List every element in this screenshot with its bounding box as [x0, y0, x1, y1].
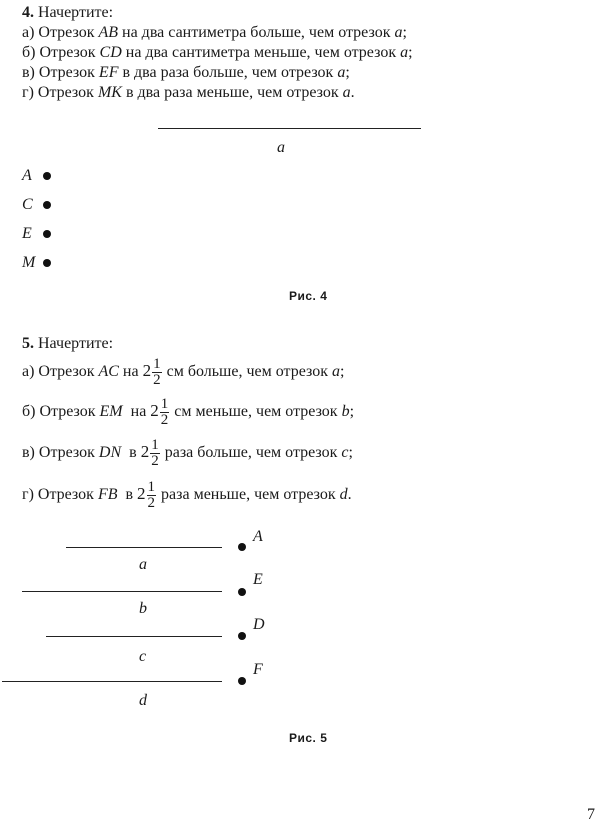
- task5-item-c: [22, 437, 353, 469]
- mixed-number-whole: 2: [142, 361, 152, 380]
- point-dot: [238, 677, 246, 685]
- segment-a-line: [158, 128, 421, 129]
- item-prefix: г) Отрезок: [22, 84, 98, 101]
- item-prefix: б) Отрезок: [22, 44, 100, 61]
- item-end: ;: [340, 363, 345, 380]
- task5-item-d: [22, 479, 352, 511]
- point-dot: [43, 172, 51, 180]
- point-dot: [43, 259, 51, 267]
- item-end: .: [347, 486, 352, 503]
- task5-heading: [22, 335, 113, 353]
- item-prefix: г) Отрезок: [22, 486, 98, 503]
- segment-name: EF: [98, 64, 119, 81]
- item-text: в два раза больше, чем отрезок: [118, 64, 338, 81]
- point-label-f: F: [253, 661, 263, 678]
- fraction-denominator: 2: [151, 452, 159, 469]
- task4-item-a: [22, 24, 407, 42]
- task5-number: 5.: [22, 335, 34, 352]
- segment-name: AB: [98, 24, 119, 41]
- item-end: ;: [349, 403, 355, 420]
- mixed-number-whole: 2: [150, 401, 159, 420]
- item-text: см больше, чем отрезок: [162, 363, 332, 380]
- segment-a-line: [66, 547, 222, 548]
- item-prefix: а) Отрезок: [22, 24, 99, 41]
- task4-number: 4.: [22, 4, 34, 21]
- point-label-e: E: [22, 225, 32, 242]
- item-text: на: [122, 403, 151, 420]
- item-text: в два раза меньше, чем отрезок: [121, 84, 343, 101]
- segment-ref: a: [394, 24, 403, 41]
- fraction: [147, 480, 157, 511]
- point-dot: [238, 543, 246, 551]
- point-dot: [238, 588, 246, 596]
- item-prefix: в) Отрезок: [22, 444, 99, 461]
- segment-ref: a: [342, 84, 351, 101]
- item-text: раза меньше, чем отрезок: [157, 486, 340, 503]
- item-prefix: а) Отрезок: [22, 363, 99, 380]
- point-dot: [43, 230, 51, 238]
- fraction-numerator: 1: [153, 355, 161, 372]
- point-label-e: E: [253, 571, 263, 588]
- segment-ref: d: [339, 486, 348, 503]
- item-text: на: [118, 363, 143, 380]
- point-dot: [238, 632, 246, 640]
- segment-name: FB: [97, 486, 118, 503]
- segment-d-label: d: [139, 692, 147, 709]
- task4-heading: [22, 4, 113, 22]
- fraction-denominator: 2: [147, 494, 156, 511]
- item-text: на два сантиметра больше, чем отрезок: [118, 24, 395, 41]
- point-dot: [43, 201, 51, 209]
- item-text: в: [121, 444, 141, 461]
- fraction-numerator: 1: [151, 436, 159, 453]
- segment-c-line: [46, 636, 222, 637]
- item-end: ;: [408, 44, 413, 61]
- segment-name: MK: [97, 84, 122, 101]
- fraction: [160, 397, 170, 428]
- segment-ref: a: [332, 363, 340, 380]
- point-label-a: A: [22, 167, 32, 184]
- page-number: 7: [587, 806, 595, 823]
- point-label-a: A: [253, 528, 263, 545]
- mixed-number-whole: 2: [137, 484, 146, 503]
- item-end: .: [350, 84, 355, 101]
- task5-heading-text: Начертите:: [38, 335, 114, 352]
- item-text: в: [117, 486, 138, 503]
- figure4-caption: Рис. 4: [289, 289, 328, 303]
- segment-ref: a: [400, 44, 409, 61]
- segment-name: CD: [99, 44, 122, 61]
- item-text: раза больше, чем отрезок: [160, 444, 342, 461]
- item-text: см меньше, чем отрезок: [170, 403, 342, 420]
- segment-c-label: c: [139, 648, 147, 665]
- segment-ref: a: [337, 64, 346, 81]
- segment-ref: c: [341, 444, 349, 461]
- item-prefix: б) Отрезок: [22, 403, 100, 420]
- fraction-denominator: 2: [153, 371, 161, 388]
- segment-a-label: a: [277, 139, 285, 156]
- task5-item-b: [22, 396, 354, 428]
- point-label-c: C: [22, 196, 33, 213]
- item-text: на два сантиметра меньше, чем отрезок: [121, 44, 401, 61]
- item-prefix: в) Отрезок: [22, 64, 99, 81]
- segment-name: DN: [98, 444, 122, 461]
- task4-item-b: [22, 44, 413, 62]
- task4-item-d: [22, 84, 355, 102]
- point-label-m: M: [22, 254, 36, 271]
- task4-item-c: [22, 64, 350, 82]
- mixed-number-whole: 2: [140, 442, 150, 461]
- item-end: ;: [348, 444, 353, 461]
- segment-name: EM: [99, 403, 123, 420]
- segment-b-line: [22, 591, 222, 592]
- task4-heading-text: Начертите:: [38, 4, 114, 21]
- segment-ref: b: [341, 403, 350, 420]
- segment-name: AC: [98, 363, 119, 380]
- fraction-denominator: 2: [160, 411, 169, 428]
- segment-b-label: b: [139, 600, 147, 617]
- fraction-numerator: 1: [160, 395, 169, 412]
- item-end: ;: [402, 24, 407, 41]
- fraction-numerator: 1: [147, 478, 156, 495]
- figure5-caption: Рис. 5: [289, 731, 328, 745]
- segment-a-label: a: [139, 556, 147, 573]
- point-label-d: D: [253, 616, 265, 633]
- fraction: [152, 357, 162, 388]
- task5-item-a: [22, 356, 344, 388]
- item-end: ;: [345, 64, 350, 81]
- segment-d-line: [2, 681, 222, 682]
- fraction: [150, 438, 160, 469]
